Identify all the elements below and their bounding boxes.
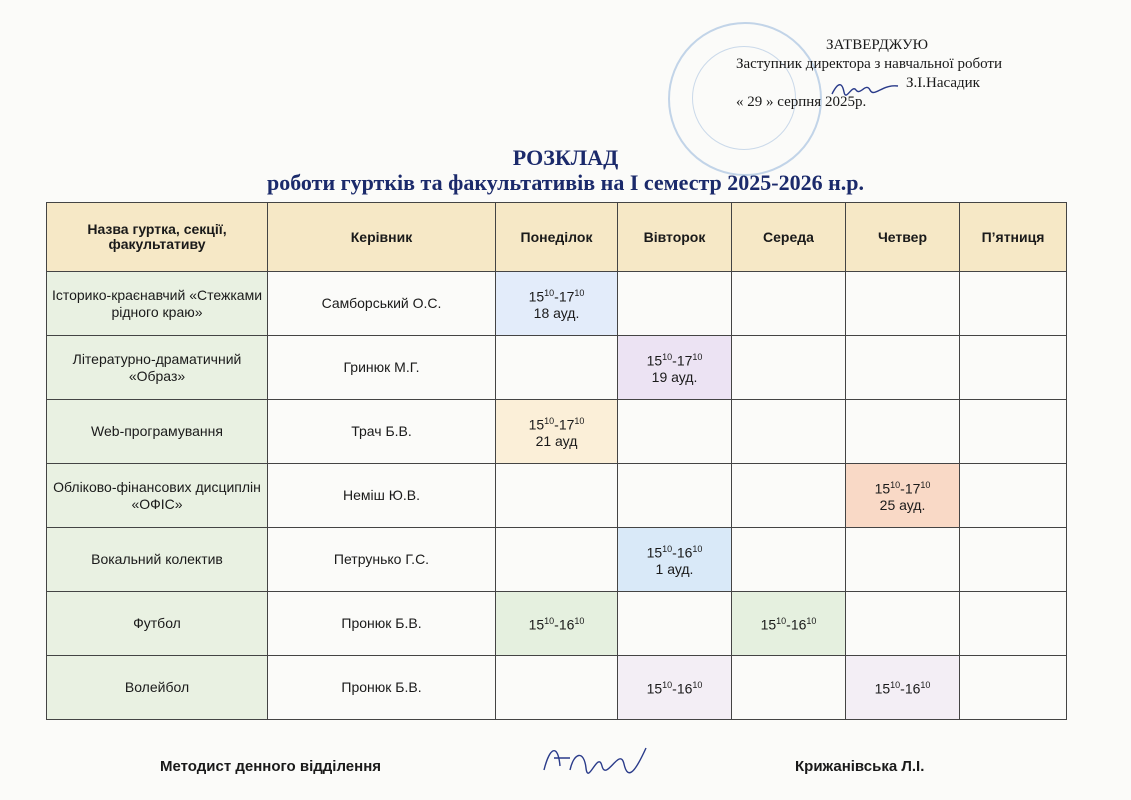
slot-wednesday — [732, 272, 846, 336]
club-name: Вокальний колектив — [47, 528, 268, 592]
approval-block — [736, 36, 1106, 112]
slot-tuesday — [618, 528, 732, 592]
time-em: 10 — [692, 680, 703, 691]
leader-name: Неміш Ю.В. — [268, 464, 496, 528]
leader-name: Пронюк Б.В. — [268, 592, 496, 656]
slot-thursday — [846, 336, 960, 400]
time-em: 10 — [920, 680, 931, 691]
slot-monday — [496, 464, 618, 528]
title-subtitle: роботи гуртків та факультативів на І семестр 2025-2026 н.р. — [266, 170, 865, 195]
footer-name: Крижанівська Л.І. — [795, 758, 925, 775]
header-leader: Керівник — [268, 203, 496, 272]
slot-time: $15^{10}-16^{10}$ — [646, 543, 703, 561]
time-start: 15 — [646, 352, 663, 369]
header-tuesday: Вівторок — [618, 203, 732, 272]
slot-room: 1 ауд. — [655, 561, 694, 578]
slot-monday — [496, 400, 618, 464]
approval-date: « 29 » серпня 2025р. — [736, 94, 867, 110]
approval-position: Заступник директора з навчальної роботи — [736, 56, 1002, 72]
time-em: 10 — [920, 479, 931, 490]
slot-time: $15^{10}-16^{10}$ — [528, 616, 585, 633]
slot-wednesday — [732, 464, 846, 528]
header-club: Назва гуртка, секції, факультативу — [47, 203, 268, 272]
slot-tuesday — [618, 400, 732, 464]
club-name: Web-програмування — [47, 400, 268, 464]
time-end: 16 — [676, 680, 693, 697]
slot-thursday — [846, 528, 960, 592]
time-end: 16 — [558, 616, 575, 633]
club-name: Літературно-драматичний «Образ» — [47, 336, 268, 400]
club-name: Футбол — [47, 592, 268, 656]
time-start: 15 — [528, 616, 545, 633]
slot-tuesday — [618, 464, 732, 528]
slot-time: $15^{10}-16^{10}$ — [874, 680, 931, 697]
slot-monday — [496, 592, 618, 656]
time-end: 17 — [676, 352, 693, 369]
time-sm: 10 — [890, 479, 901, 490]
table-row — [47, 528, 1067, 592]
time-em: 10 — [692, 351, 703, 362]
slot-thursday — [846, 400, 960, 464]
slot-time: $15^{10}-16^{10}$ — [760, 616, 817, 633]
time-end: 17 — [904, 480, 921, 497]
title-main: РОЗКЛАД — [512, 145, 619, 170]
leader-name: Петрунько Г.С. — [268, 528, 496, 592]
leader-name: Гринюк М.Г. — [268, 336, 496, 400]
time-em: 10 — [574, 287, 585, 298]
slot-room: 19 ауд. — [651, 369, 698, 386]
director-signature — [830, 80, 900, 98]
slot-thursday — [846, 656, 960, 720]
slot-wednesday — [732, 528, 846, 592]
table-row — [47, 592, 1067, 656]
time-end: 16 — [676, 544, 693, 561]
club-name: Обліково-фінансових дисциплін «ОФІС» — [47, 464, 268, 528]
header-row — [47, 203, 1067, 272]
document-title — [0, 146, 1131, 196]
slot-room: 18 ауд. — [533, 305, 580, 322]
slot-monday — [496, 656, 618, 720]
slot-thursday — [846, 592, 960, 656]
slot-friday — [960, 528, 1067, 592]
slot-friday — [960, 400, 1067, 464]
slot-wednesday — [732, 336, 846, 400]
table-row — [47, 464, 1067, 528]
slot-tuesday — [618, 592, 732, 656]
table-row — [47, 272, 1067, 336]
time-sm: 10 — [662, 351, 673, 362]
time-em: 10 — [574, 415, 585, 426]
leader-name: Трач Б.В. — [268, 400, 496, 464]
club-name: Волейбол — [47, 656, 268, 720]
methodist-signature — [540, 740, 650, 780]
slot-wednesday — [732, 592, 846, 656]
time-end: 17 — [558, 288, 575, 305]
time-start: 15 — [528, 416, 545, 433]
header-monday: Понеділок — [496, 203, 618, 272]
header-friday: П’ятниця — [960, 203, 1067, 272]
slot-wednesday — [732, 656, 846, 720]
time-sm: 10 — [776, 616, 787, 627]
time-sm: 10 — [544, 415, 555, 426]
time-start: 15 — [874, 680, 891, 697]
slot-thursday — [846, 464, 960, 528]
slot-friday — [960, 656, 1067, 720]
time-sm: 10 — [662, 680, 673, 691]
approval-title: ЗАТВЕРДЖУЮ — [826, 37, 929, 53]
time-start: 15 — [646, 544, 663, 561]
time-em: 10 — [574, 616, 585, 627]
slot-time: $15^{10}-17^{10}$ — [874, 479, 931, 497]
header-wednesday: Середа — [732, 203, 846, 272]
time-start: 15 — [760, 616, 777, 633]
slot-monday — [496, 272, 618, 336]
time-end: 17 — [558, 416, 575, 433]
slot-room: 25 ауд. — [879, 497, 926, 514]
time-sm: 10 — [544, 287, 555, 298]
time-sm: 10 — [890, 680, 901, 691]
time-sm: 10 — [544, 616, 555, 627]
slot-time: $15^{10}-17^{10}$ — [646, 351, 703, 369]
slot-friday — [960, 336, 1067, 400]
leader-name: Самборський О.С. — [268, 272, 496, 336]
schedule-table — [46, 202, 1067, 720]
slot-tuesday — [618, 656, 732, 720]
slot-time: $15^{10}-17^{10}$ — [528, 287, 585, 305]
slot-time: $15^{10}-16^{10}$ — [646, 680, 703, 697]
time-em: 10 — [692, 543, 703, 554]
time-em: 10 — [806, 616, 817, 627]
time-start: 15 — [874, 480, 891, 497]
slot-friday — [960, 592, 1067, 656]
slot-monday — [496, 528, 618, 592]
slot-tuesday — [618, 272, 732, 336]
slot-wednesday — [732, 400, 846, 464]
time-end: 16 — [904, 680, 921, 697]
slot-friday — [960, 464, 1067, 528]
slot-friday — [960, 272, 1067, 336]
header-thursday: Четвер — [846, 203, 960, 272]
time-start: 15 — [646, 680, 663, 697]
table-row — [47, 656, 1067, 720]
slot-time: $15^{10}-17^{10}$ — [528, 415, 585, 433]
slot-thursday — [846, 272, 960, 336]
footer-position: Методист денного відділення — [160, 758, 382, 775]
club-name: Історико-краєнавчий «Стежками рідного краю» — [47, 272, 268, 336]
time-start: 15 — [528, 288, 545, 305]
slot-tuesday — [618, 336, 732, 400]
time-sm: 10 — [662, 543, 673, 554]
table-row — [47, 400, 1067, 464]
table-row — [47, 336, 1067, 400]
approval-name: З.І.Насадик — [906, 75, 980, 91]
time-end: 16 — [790, 616, 807, 633]
leader-name: Пронюк Б.В. — [268, 656, 496, 720]
slot-monday — [496, 336, 618, 400]
slot-room: 21 ауд — [535, 433, 578, 450]
